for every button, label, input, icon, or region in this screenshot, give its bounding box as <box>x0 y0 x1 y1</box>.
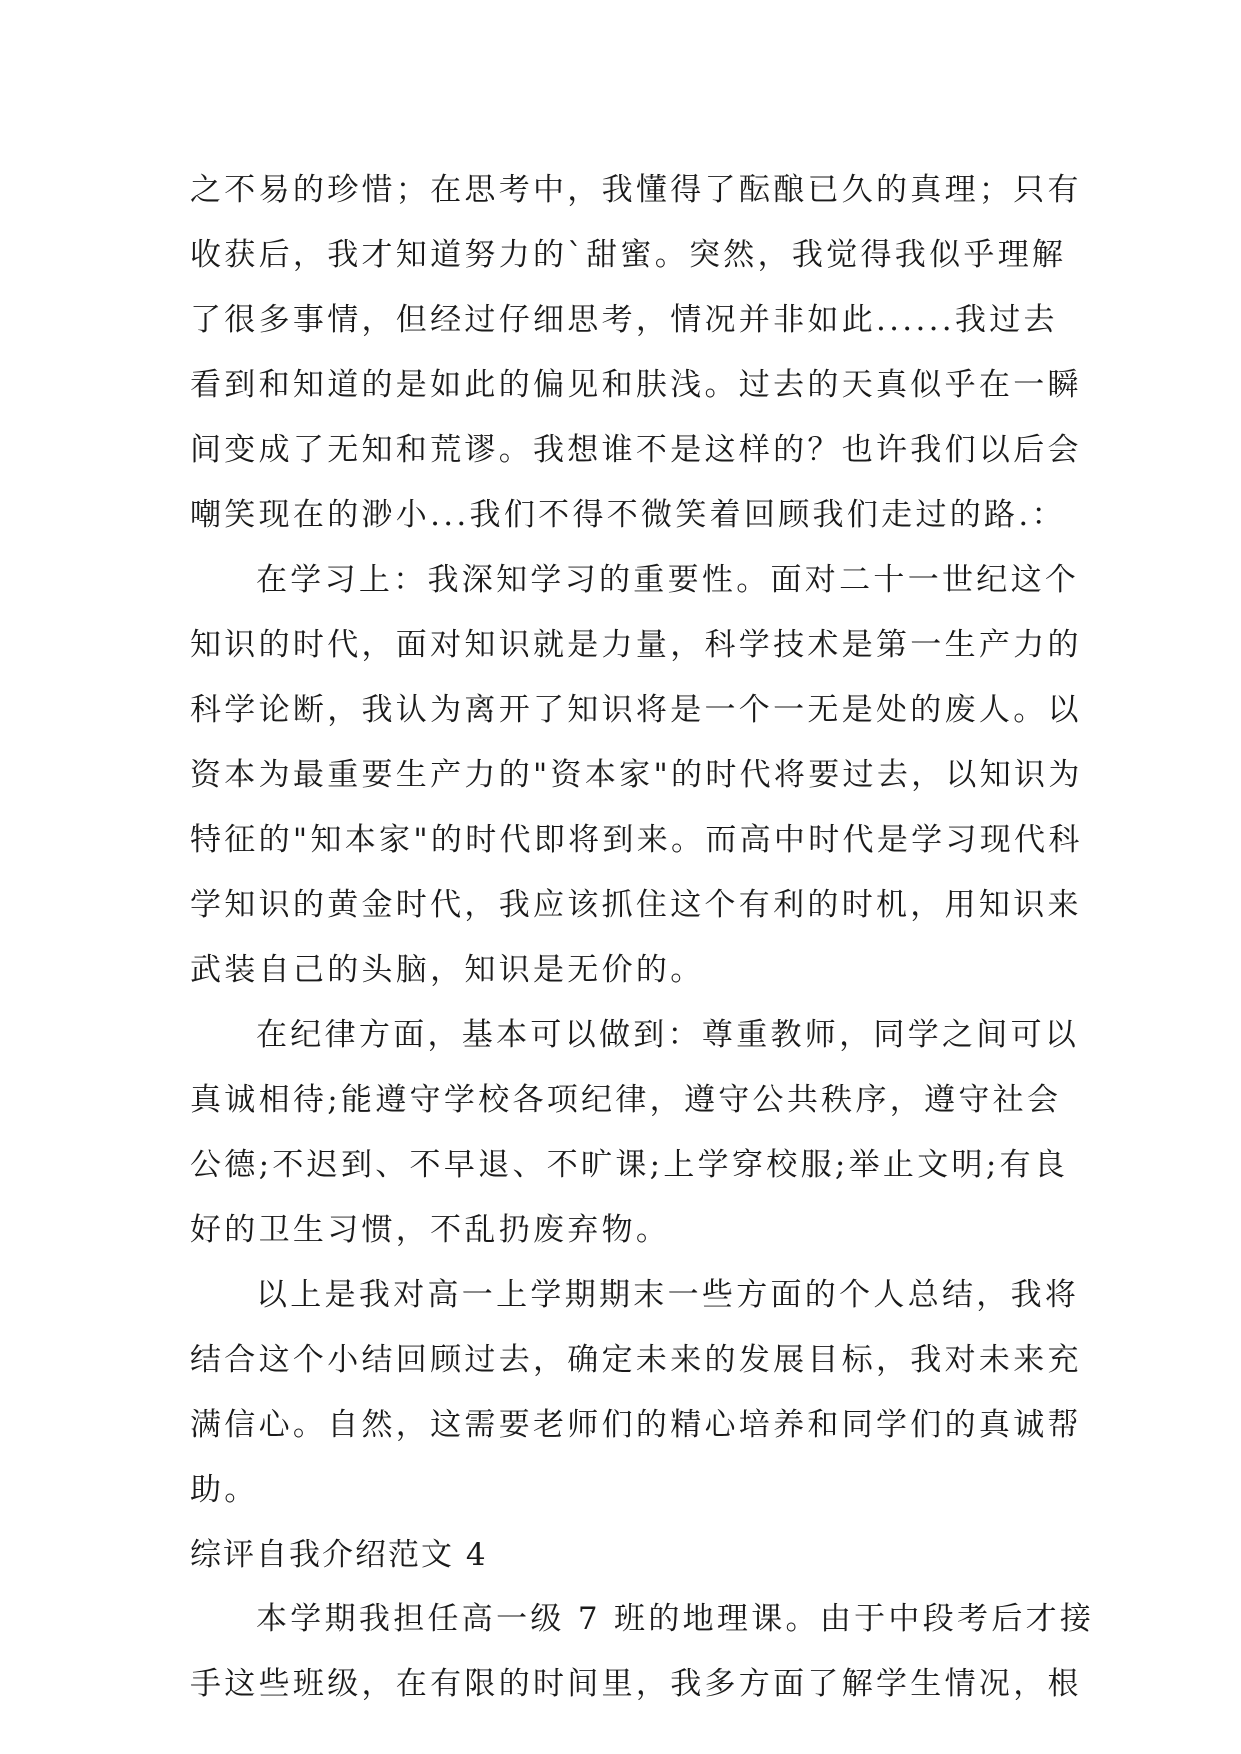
text-line: 资本为最重要生产力的"资本家"的时代将要过去，以知识为 <box>190 757 1083 793</box>
text-line: 武装自己的头脑，知识是无价的。 <box>190 952 705 988</box>
section-heading: 综评自我介绍范文 4 <box>190 1537 488 1573</box>
text-line: 手这些班级，在有限的时间里，我多方面了解学生情况，根 <box>190 1666 1082 1702</box>
paragraph-geography <box>190 1587 1095 1717</box>
text-line: 好的卫生习惯，不乱扔废弃物。 <box>190 1212 671 1248</box>
text-line: 看到和知道的是如此的偏见和肤浅。过去的天真似乎在一瞬 <box>190 367 1082 403</box>
document-body <box>190 158 1095 1717</box>
text-line: 学知识的黄金时代，我应该抓住这个有利的时机，用知识来 <box>190 887 1082 923</box>
text-line: 之不易的珍惜；在思考中，我懂得了酝酿已久的真理；只有 <box>190 172 1082 208</box>
text-line: 在纪律方面，基本可以做到：尊重教师，同学之间可以 <box>256 1017 1080 1053</box>
text-line: 间变成了无知和荒谬。我想谁不是这样的？也许我们以后会 <box>190 432 1082 468</box>
text-line: 公德;不迟到、不早退、不旷课;上学穿校服;举止文明;有良 <box>190 1147 1069 1183</box>
paragraph-discipline <box>190 1003 1080 1263</box>
text-line: 收获后，我才知道努力的`甜蜜。突然，我觉得我似乎理解 <box>190 237 1067 273</box>
paragraph-continuation <box>190 158 1082 548</box>
text-line: 了很多事情，但经过仔细思考，情况并非如此......我过去 <box>190 302 1058 338</box>
paragraph-summary <box>190 1263 1082 1523</box>
text-line: 以上是我对高一上学期期末一些方面的个人总结，我将 <box>256 1277 1080 1313</box>
text-line: 科学论断，我认为离开了知识将是一个一无是处的废人。以 <box>190 692 1082 728</box>
text-line: 特征的"知本家"的时代即将到来。而高中时代是学习现代科 <box>190 822 1083 858</box>
text-line: 嘲笑现在的渺小...我们不得不微笑着回顾我们走过的路.： <box>190 497 1066 533</box>
text-line: 本学期我担任高一级 7 班的地理课。由于中段考后才接 <box>256 1601 1095 1637</box>
text-line: 知识的时代，面对知识就是力量，科学技术是第一生产力的 <box>190 627 1082 663</box>
text-line: 在学习上：我深知学习的重要性。面对二十一世纪这个 <box>256 562 1080 598</box>
text-line: 助。 <box>190 1472 259 1508</box>
paragraph-study <box>190 548 1083 1003</box>
text-line: 结合这个小结回顾过去，确定未来的发展目标，我对未来充 <box>190 1342 1082 1378</box>
text-line: 真诚相待;能遵守学校各项纪律，遵守公共秩序，遵守社会 <box>190 1082 1062 1118</box>
text-line: 满信心。自然，这需要老师们的精心培养和同学们的真诚帮 <box>190 1407 1082 1443</box>
